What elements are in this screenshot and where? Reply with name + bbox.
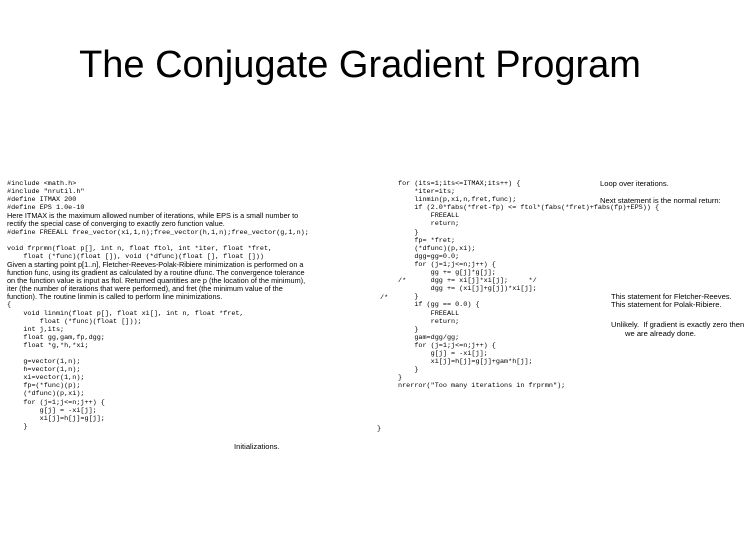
code-line: } <box>398 374 403 383</box>
comment-initializations: Initializations. <box>234 442 280 451</box>
left-closing-brace: } <box>377 425 382 433</box>
code-line: for (j=1;j<=n;j++) { <box>7 398 105 407</box>
code-line: for (j=1;j<=n;j++) { <box>398 341 496 350</box>
code-line: (*dfunc)(p,xi); <box>7 390 85 399</box>
comment-polak-ribiere: This statement for Polak-Ribiere. <box>611 300 722 309</box>
code-line: if (2.0*fabs(*fret-fp) <= ftol*(fabs(*fret)+fabs(fp)+EPS)) { <box>398 204 660 213</box>
code-line: #define ITMAX 200 <box>7 196 77 205</box>
code-line: *iter=its; <box>398 188 456 197</box>
code-line: { <box>7 301 12 310</box>
left-stray-comment-mark: /* <box>380 294 389 302</box>
code-line: return; <box>398 220 460 229</box>
prose-line: Given a starting point p[1..n], Fletcher-Reeves-Polak-Ribiere minimization is performed on a <box>7 259 304 269</box>
code-line: fp=(*func)(p); <box>7 382 81 391</box>
comment-unlikely-line1: Unlikely. If gradient is exactly zero then <box>611 320 744 329</box>
comment-unlikely-line2: we are already done. <box>625 329 696 338</box>
code-line: h=vector(1,n); <box>7 366 81 375</box>
code-line: linmin(p,xi,n,fret,func); <box>398 196 517 205</box>
code-line: FREEALL <box>398 212 460 221</box>
code-line: return; <box>398 317 460 326</box>
code-line: for (its=1;its<=ITMAX;its++) { <box>398 180 521 188</box>
code-line: FREEALL <box>398 309 460 318</box>
code-line: #include "nrutil.h" <box>7 188 85 197</box>
code-line: fp= *fret; <box>398 236 456 245</box>
comment-loop-over-iterations: Loop over iterations. <box>600 179 669 188</box>
code-line: nrerror("Too many iterations in frprmn"); <box>398 382 566 391</box>
code-line: xi[j]=h[j]=g[j]+gam*h[j]; <box>398 358 533 367</box>
code-line: gg += g[j]*g[j]; <box>398 269 496 278</box>
code-line: if (gg == 0.0) { <box>398 301 480 310</box>
code-line: void frprmn(float p[], int n, float ftol, int *iter, float *fret, <box>7 244 273 253</box>
code-line: g=vector(1,n); <box>7 358 81 367</box>
code-line: } <box>398 293 419 302</box>
prose-line: iter (the number of iterations that were performed), and fret (the minimum value of the <box>7 284 283 294</box>
prose-line: function func, using its gradient as calculated by a routine dfunc. The convergence tolerance <box>7 268 305 278</box>
code-line: float (*func)(float []), void (*dfunc)(float [], float [])) <box>7 252 264 261</box>
code-line: xi[j]=h[j]=g[j]; <box>7 414 105 423</box>
prose-line: Here ITMAX is the maximum allowed number of iterations, while EPS is a small number to <box>7 211 299 221</box>
code-line: } <box>398 325 419 334</box>
code-line: } <box>398 366 419 375</box>
prose-line: rectify the special case of converging to exactly zero function value. <box>7 219 225 229</box>
code-line: g[j] = -xi[j]; <box>398 349 488 358</box>
code-line: dgg += (xi[j]+g[j])*xi[j]; <box>398 285 537 294</box>
code-line: gam=dgg/gg; <box>398 333 460 342</box>
code-line <box>7 350 381 358</box>
code-line: for (j=1;j<=n;j++) { <box>398 260 496 269</box>
code-listing-left <box>7 180 381 431</box>
code-line: g[j] = -xi[j]; <box>7 406 97 415</box>
code-line: #define EPS 1.0e-10 <box>7 204 85 213</box>
code-line <box>7 237 381 245</box>
slide-title: The Conjugate Gradient Program <box>79 44 641 86</box>
code-line: #define FREEALL free_vector(xi,1,n);free_vector(h,1,n);free_vector(g,1,n); <box>7 228 309 237</box>
code-line: float (*func)(float [])); <box>7 317 142 326</box>
code-line: dgg=gg=0.0; <box>398 252 460 261</box>
code-line: int j,its; <box>7 325 65 334</box>
code-line: } <box>7 422 28 431</box>
code-line: float gg,gam,fp,dgg; <box>7 333 105 342</box>
comment-fletcher-reeves: This statement for Fletcher-Reeves. <box>611 292 732 301</box>
prose-line: on the function value is input as ftol. Returned quantities are p (the location of the minimum), <box>7 276 306 286</box>
code-line: } <box>398 228 419 237</box>
code-line: void linmin(float p[], float xi[], int n, float *fret, <box>7 309 244 318</box>
code-line: float *g,*h,*xi; <box>7 341 89 350</box>
code-line: (*dfunc)(p,xi); <box>398 244 476 253</box>
comment-next-statement: Next statement is the normal return: <box>600 196 721 205</box>
code-line: #include <math.h> <box>7 180 77 188</box>
code-line: xi=vector(1,n); <box>7 374 85 383</box>
code-line: /* dgg += xi[j]*xi[j]; */ <box>398 277 537 286</box>
prose-line: function). The routine linmin is called to perform line minimizations. <box>7 292 223 302</box>
